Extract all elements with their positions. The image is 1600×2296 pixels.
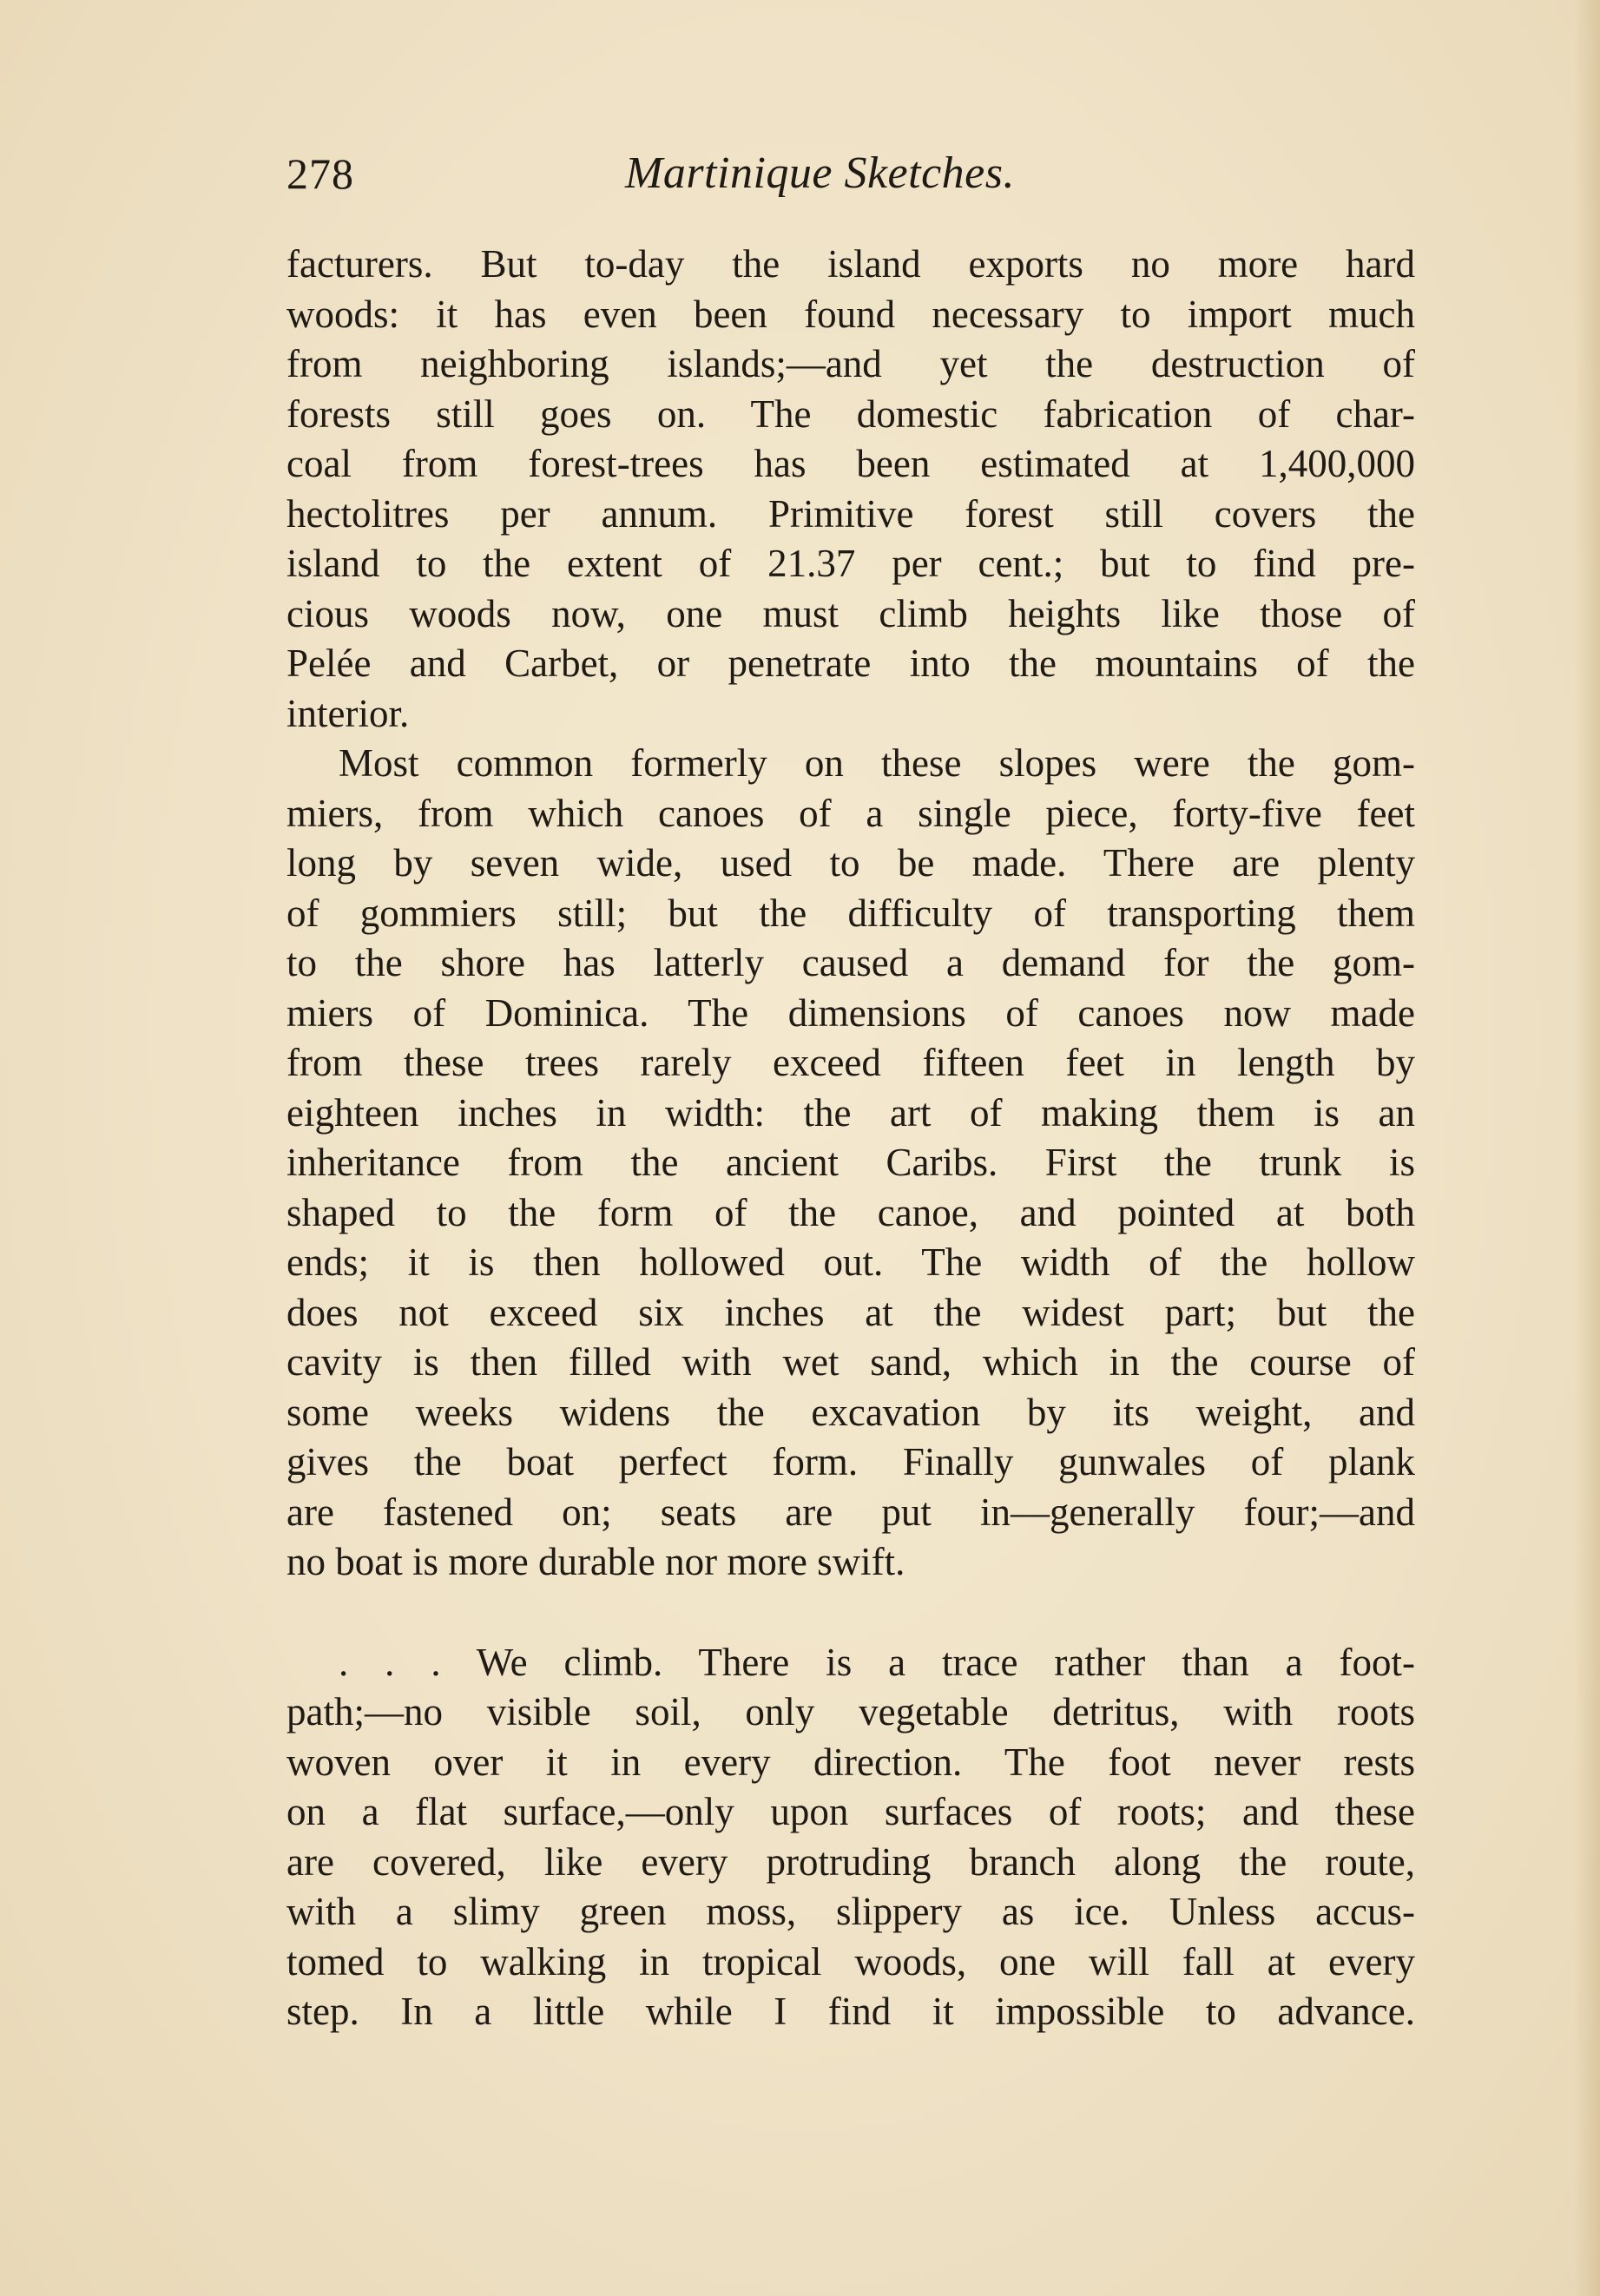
text-line: from these trees rarely exceed fifteen feet in length by: [286, 1041, 1415, 1084]
text-line: Most common formerly on these slopes were the gom-: [339, 741, 1415, 785]
text-line: . . . We climb. There is a trace rather than a foot-: [339, 1640, 1415, 1684]
text-line: miers, from which canoes of a single piece, forty-five feet: [286, 791, 1415, 835]
text-line: cious woods now, one must climb heights like those of: [286, 591, 1415, 635]
text-line: interior.: [286, 691, 410, 735]
text-line: shaped to the form of the canoe, and pointed at both: [286, 1190, 1415, 1234]
text-line: forests still goes on. The domestic fabrication of char-: [286, 391, 1415, 436]
text-line: step. In a little while I find it impossible to advance.: [286, 1990, 1415, 2033]
body-text: [286, 240, 1415, 2037]
paragraph: [286, 1638, 1415, 2037]
text-line: hectolitres per annum. Primitive forest still covers the: [286, 491, 1415, 536]
text-line: cavity is then filled with wet sand, which in the course of: [286, 1340, 1415, 1384]
text-line: ends; it is then hollowed out. The width of the hollow: [286, 1240, 1415, 1284]
text-line: no boat is more durable nor more swift.: [286, 1540, 905, 1583]
text-line: gives the boat perfect form. Finally gunwales of plank: [286, 1440, 1415, 1484]
text-line: miers of Dominica. The dimensions of canoes now made: [286, 990, 1415, 1035]
text-line: long by seven wide, used to be made. There are plenty: [286, 841, 1415, 885]
text-line: some weeks widens the excavation by its weight, and: [286, 1390, 1415, 1434]
text-line: on a flat surface,—only upon surfaces of roots; and these: [286, 1790, 1415, 1833]
text-line: from neighboring islands;—and yet the destruction of: [286, 342, 1415, 385]
paragraph: [286, 739, 1415, 1588]
running-header: [286, 143, 1415, 204]
text-line: tomed to walking in tropical woods, one will fall at every: [286, 1939, 1415, 1984]
text-line: woven over it in every direction. The foot never rests: [286, 1740, 1415, 1784]
text-line: facturers. But to-day the island exports no more hard: [286, 242, 1415, 286]
text-line: path;—no visible soil, only vegetable detritus, with roots: [286, 1690, 1415, 1734]
text-line: are covered, like every protruding branch along the route,: [286, 1839, 1415, 1884]
text-line: island to the extent of 21.37 per cent.; but to find pre-: [286, 542, 1415, 585]
running-title: Martinique Sketches.: [625, 148, 1015, 198]
text-line: coal from forest-trees has been estimated at 1,400,000: [286, 442, 1415, 485]
text-line: eighteen inches in width: the art of making them is an: [286, 1090, 1415, 1135]
paragraph: [286, 240, 1415, 739]
text-line: of gommiers still; but the difficulty of transporting them: [286, 891, 1415, 935]
page-edge-shadow: [1574, 0, 1600, 2296]
text-line: to the shore has latterly caused a demand for the gom-: [286, 941, 1415, 984]
section-break: [286, 1588, 1415, 1638]
page-number: 278: [286, 149, 354, 198]
text-line: inheritance from the ancient Caribs. First the trunk is: [286, 1141, 1415, 1184]
text-line: with a slimy green moss, slippery as ice. Unless accus-: [286, 1890, 1415, 1933]
text-line: are fastened on; seats are put in—generally four;—and: [286, 1490, 1415, 1534]
text-line: Pelée and Carbet, or penetrate into the mountains of the: [286, 641, 1415, 685]
text-line: does not exceed six inches at the widest part; but the: [286, 1290, 1415, 1334]
text-line: woods: it has even been found necessary to import much: [286, 292, 1415, 336]
